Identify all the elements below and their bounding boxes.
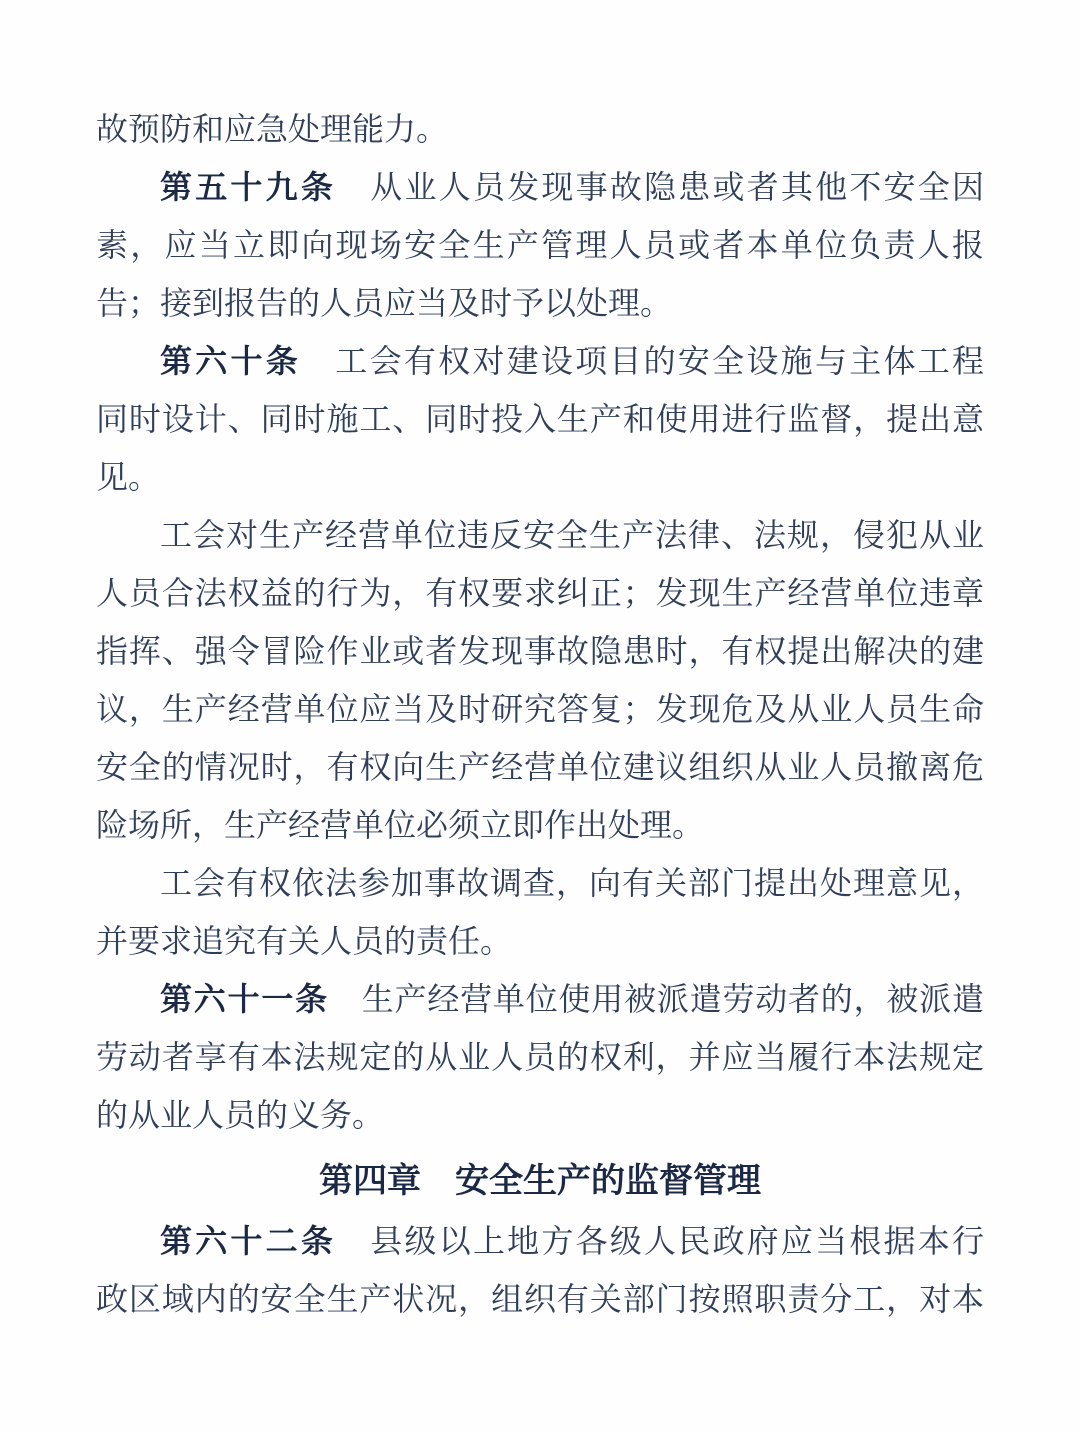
article-number: 第六十一条 — [160, 981, 329, 1017]
line-text: 从业人员发现事故隐患或者其他不安全因 — [336, 169, 984, 205]
line-text: 政区域内的安全生产状况，组织有关部门按照职责分工，对本 — [96, 1281, 984, 1317]
line-text: 议，生产经营单位应当及时研究答复；发现危及从业人员生命 — [96, 691, 984, 727]
text-line — [96, 1270, 984, 1328]
line-text: 劳动者享有本法规定的从业人员的权利，并应当履行本法规定 — [96, 1039, 984, 1075]
text-line — [96, 332, 984, 390]
text-line — [96, 564, 984, 622]
line-text: 见。 — [96, 459, 161, 495]
article-number: 第六十二条 — [160, 1223, 337, 1259]
line-text: 指挥、强令冒险作业或者发现事故隐患时，有权提出解决的建 — [96, 633, 984, 669]
text-line — [96, 506, 984, 564]
line-text: 人员合法权益的行为，有权要求纠正；发现生产经营单位违章 — [96, 575, 984, 611]
text-line — [96, 274, 984, 332]
text-line — [96, 738, 984, 796]
line-text: 故预防和应急处理能力。 — [96, 111, 449, 147]
text-line — [96, 100, 984, 158]
line-text: 险场所，生产经营单位必须立即作出处理。 — [96, 807, 705, 843]
line-text: 县级以上地方各级人民政府应当根据本行 — [336, 1223, 984, 1259]
line-text: 并要求追究有关人员的责任。 — [96, 923, 513, 959]
line-text: 安全的情况时，有权向生产经营单位建议组织从业人员撤离危 — [96, 749, 984, 785]
line-text: 工会有权依法参加事故调查，向有关部门提出处理意见， — [160, 865, 984, 901]
text-line — [96, 970, 984, 1028]
chapter-heading: 第四章 安全生产的监督管理 — [319, 1162, 761, 1200]
text-line — [96, 622, 984, 680]
text-line — [96, 1028, 984, 1086]
line-text: 的从业人员的义务。 — [96, 1097, 385, 1133]
text-line — [96, 912, 984, 970]
text-line — [96, 216, 984, 274]
text-line — [96, 796, 984, 854]
text-line — [96, 1212, 984, 1270]
line-text: 素，应当立即向现场安全生产管理人员或者本单位负责人报 — [96, 227, 984, 263]
text-line — [96, 158, 984, 216]
article-number: 第五十九条 — [160, 169, 337, 205]
line-text: 告；接到报告的人员应当及时予以处理。 — [96, 285, 673, 321]
text-line — [96, 390, 984, 448]
line-text: 工会对生产经营单位违反安全生产法律、法规，侵犯从业 — [160, 517, 984, 553]
line-text: 生产经营单位使用被派遣劳动者的，被派遣 — [328, 981, 984, 1017]
article-number: 第六十条 — [160, 343, 302, 379]
text-line — [96, 680, 984, 738]
line-text: 工会有权对建设项目的安全设施与主体工程 — [301, 343, 984, 379]
line-text: 同时设计、同时施工、同时投入生产和使用进行监督，提出意 — [96, 401, 984, 437]
text-line — [96, 854, 984, 912]
text-line — [96, 448, 984, 506]
text-line — [96, 1086, 984, 1144]
